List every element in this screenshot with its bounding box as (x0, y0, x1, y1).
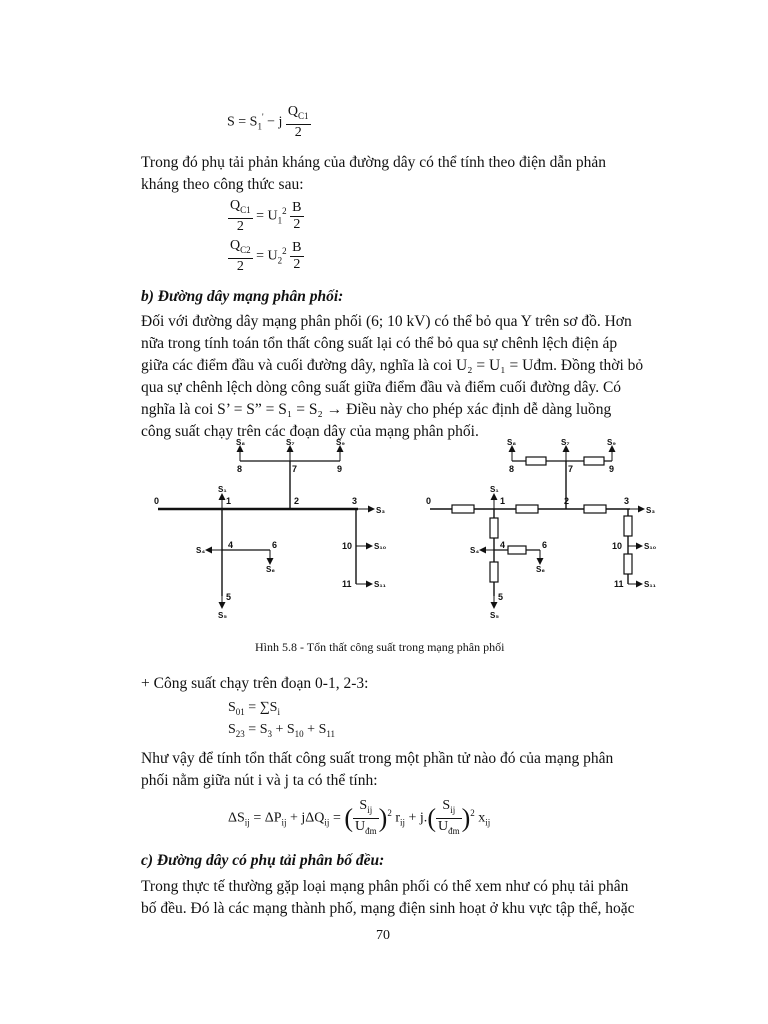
section-b-line-6: công suất chạy trên các đoạn dây của mạng phân phối. (141, 423, 479, 440)
svg-text:1: 1 (500, 496, 506, 506)
svg-text:2: 2 (294, 496, 300, 506)
svg-text:11: 11 (342, 579, 352, 589)
equation-s23: $S_{23} = S_3 + S_{10} + S_{11}$ (228, 722, 336, 739)
distribution-network-figure (140, 436, 660, 626)
svg-text:7: 7 (292, 464, 298, 474)
svg-text:S₄: S₄ (196, 546, 206, 555)
svg-text:7: 7 (568, 464, 574, 474)
svg-text:S₁: S₁ (218, 485, 227, 494)
equation-qc1: $\frac{Q_{C1}}{2}$ = $U_1^2$ $\frac{B}{2}$ (230, 198, 302, 234)
svg-text:4: 4 (228, 540, 234, 550)
flow-intro: + Công suất chạy trên đoạn 0-1, 2-3: (141, 675, 369, 692)
svg-text:S₁₁: S₁₁ (644, 580, 656, 589)
section-b-line-5: nghĩa là coi S’ = S” = S₁ = S₂ → Điều này cho phép xác định dễ dàng luồng (141, 401, 612, 418)
svg-text:S₆: S₆ (266, 565, 275, 574)
svg-text:S₇: S₇ (286, 438, 295, 447)
svg-text:S₅: S₅ (218, 611, 228, 620)
section-b-heading: b) Đường dây mạng phân phối: (141, 288, 344, 305)
svg-text:5: 5 (498, 592, 504, 602)
svg-text:S₅: S₅ (490, 611, 500, 620)
svg-text:S₁: S₁ (490, 485, 499, 494)
svg-text:3: 3 (624, 496, 630, 506)
svg-text:S₈: S₈ (236, 438, 246, 447)
svg-text:1: 1 (226, 496, 232, 506)
svg-text:S₉: S₉ (607, 438, 616, 447)
svg-text:0: 0 (426, 496, 432, 506)
section-b-line-1: Đối với đường dây mạng phân phối (6; 10 kV) có thể bỏ qua Y trên sơ đồ. Hơn (141, 313, 632, 330)
section-b-line-3: giữa các điểm đầu và cuối đường dây, nghĩa là coi U₂ = U₁ = Uđm. Đồng thời bỏ (141, 357, 644, 374)
intro-line-1: Trong đó phụ tải phản kháng của đường dây có thể tính theo điện dẫn phản (141, 154, 607, 171)
svg-text:S₉: S₉ (336, 438, 345, 447)
svg-text:S₇: S₇ (561, 438, 570, 447)
equation-s01: $S_{01} = \sum S_i$ (228, 700, 280, 717)
svg-text:0: 0 (154, 496, 160, 506)
page-number: 70 (376, 928, 390, 943)
svg-text:3: 3 (352, 496, 358, 506)
section-b-line-4: qua sự chênh lệch dòng công suất giữa điểm đầu và điểm cuối đường dây. Có (141, 379, 622, 396)
svg-text:10: 10 (342, 541, 353, 551)
svg-text:S₁₀: S₁₀ (644, 542, 657, 551)
equation-s-prime: $S = S_1' - j$ $\frac{Q_{C1}}{2}$ (227, 104, 309, 140)
svg-text:10: 10 (612, 541, 623, 551)
svg-text:S₃: S₃ (376, 506, 386, 515)
mid-line-1: Như vậy để tính tổn thất công suất trong một phần tử nào đó của mạng phân (141, 750, 614, 767)
svg-text:5: 5 (226, 592, 232, 602)
figure-caption: Hình 5.8 - Tổn thất công suất trong mạng phân phối (255, 640, 505, 654)
mid-line-2: phối nằm giữa nút i và j ta có thể tính: (141, 772, 378, 789)
svg-text:8: 8 (509, 464, 515, 474)
section-c-line-2: bố đều. Đó là các mạng thành phố, mạng điện sinh hoạt ở khu vực tập thể, hoặc (141, 900, 635, 917)
svg-text:S₃: S₃ (646, 506, 656, 515)
svg-text:9: 9 (609, 464, 615, 474)
svg-text:11: 11 (614, 579, 624, 589)
svg-text:6: 6 (272, 540, 278, 550)
svg-text:9: 9 (337, 464, 343, 474)
svg-text:8: 8 (237, 464, 243, 474)
svg-text:S₄: S₄ (470, 546, 480, 555)
section-c-heading: c) Đường dây có phụ tải phân bố đều: (141, 852, 385, 869)
intro-line-2: kháng theo công thức sau: (141, 176, 304, 193)
svg-text:S₆: S₆ (536, 565, 545, 574)
svg-text:S₈: S₈ (507, 438, 517, 447)
left-diagram-labels (154, 438, 387, 620)
svg-text:S₁₁: S₁₁ (374, 580, 386, 589)
equation-power-loss: $\Delta S_{ij} = \Delta P_{ij} + j\Delta Q_{ij}$ = ( $\frac{S_{ij}}{U_{đm}}$ )$^2$ $r_{ij} + j$.( $\frac{S_{ij}}{U_{đm}}$ )$^2$ $x_{ij}$ (228, 798, 491, 836)
equation-qc2: $\frac{Q_{C2}}{2}$ = $U_2^2$ $\frac{B}{2}$ (230, 238, 302, 274)
svg-text:S₁₀: S₁₀ (374, 542, 387, 551)
svg-text:6: 6 (542, 540, 548, 550)
svg-text:4: 4 (500, 540, 506, 550)
section-c-line-1: Trong thực tế thường gặp loại mạng phân phối có thể xem như có phụ tải phân (141, 878, 629, 895)
svg-text:2: 2 (564, 496, 570, 506)
section-b-line-2: nữa trong tính toán tổn thất công suất lại có thể bỏ qua sự chênh lệch điện áp (141, 335, 618, 352)
